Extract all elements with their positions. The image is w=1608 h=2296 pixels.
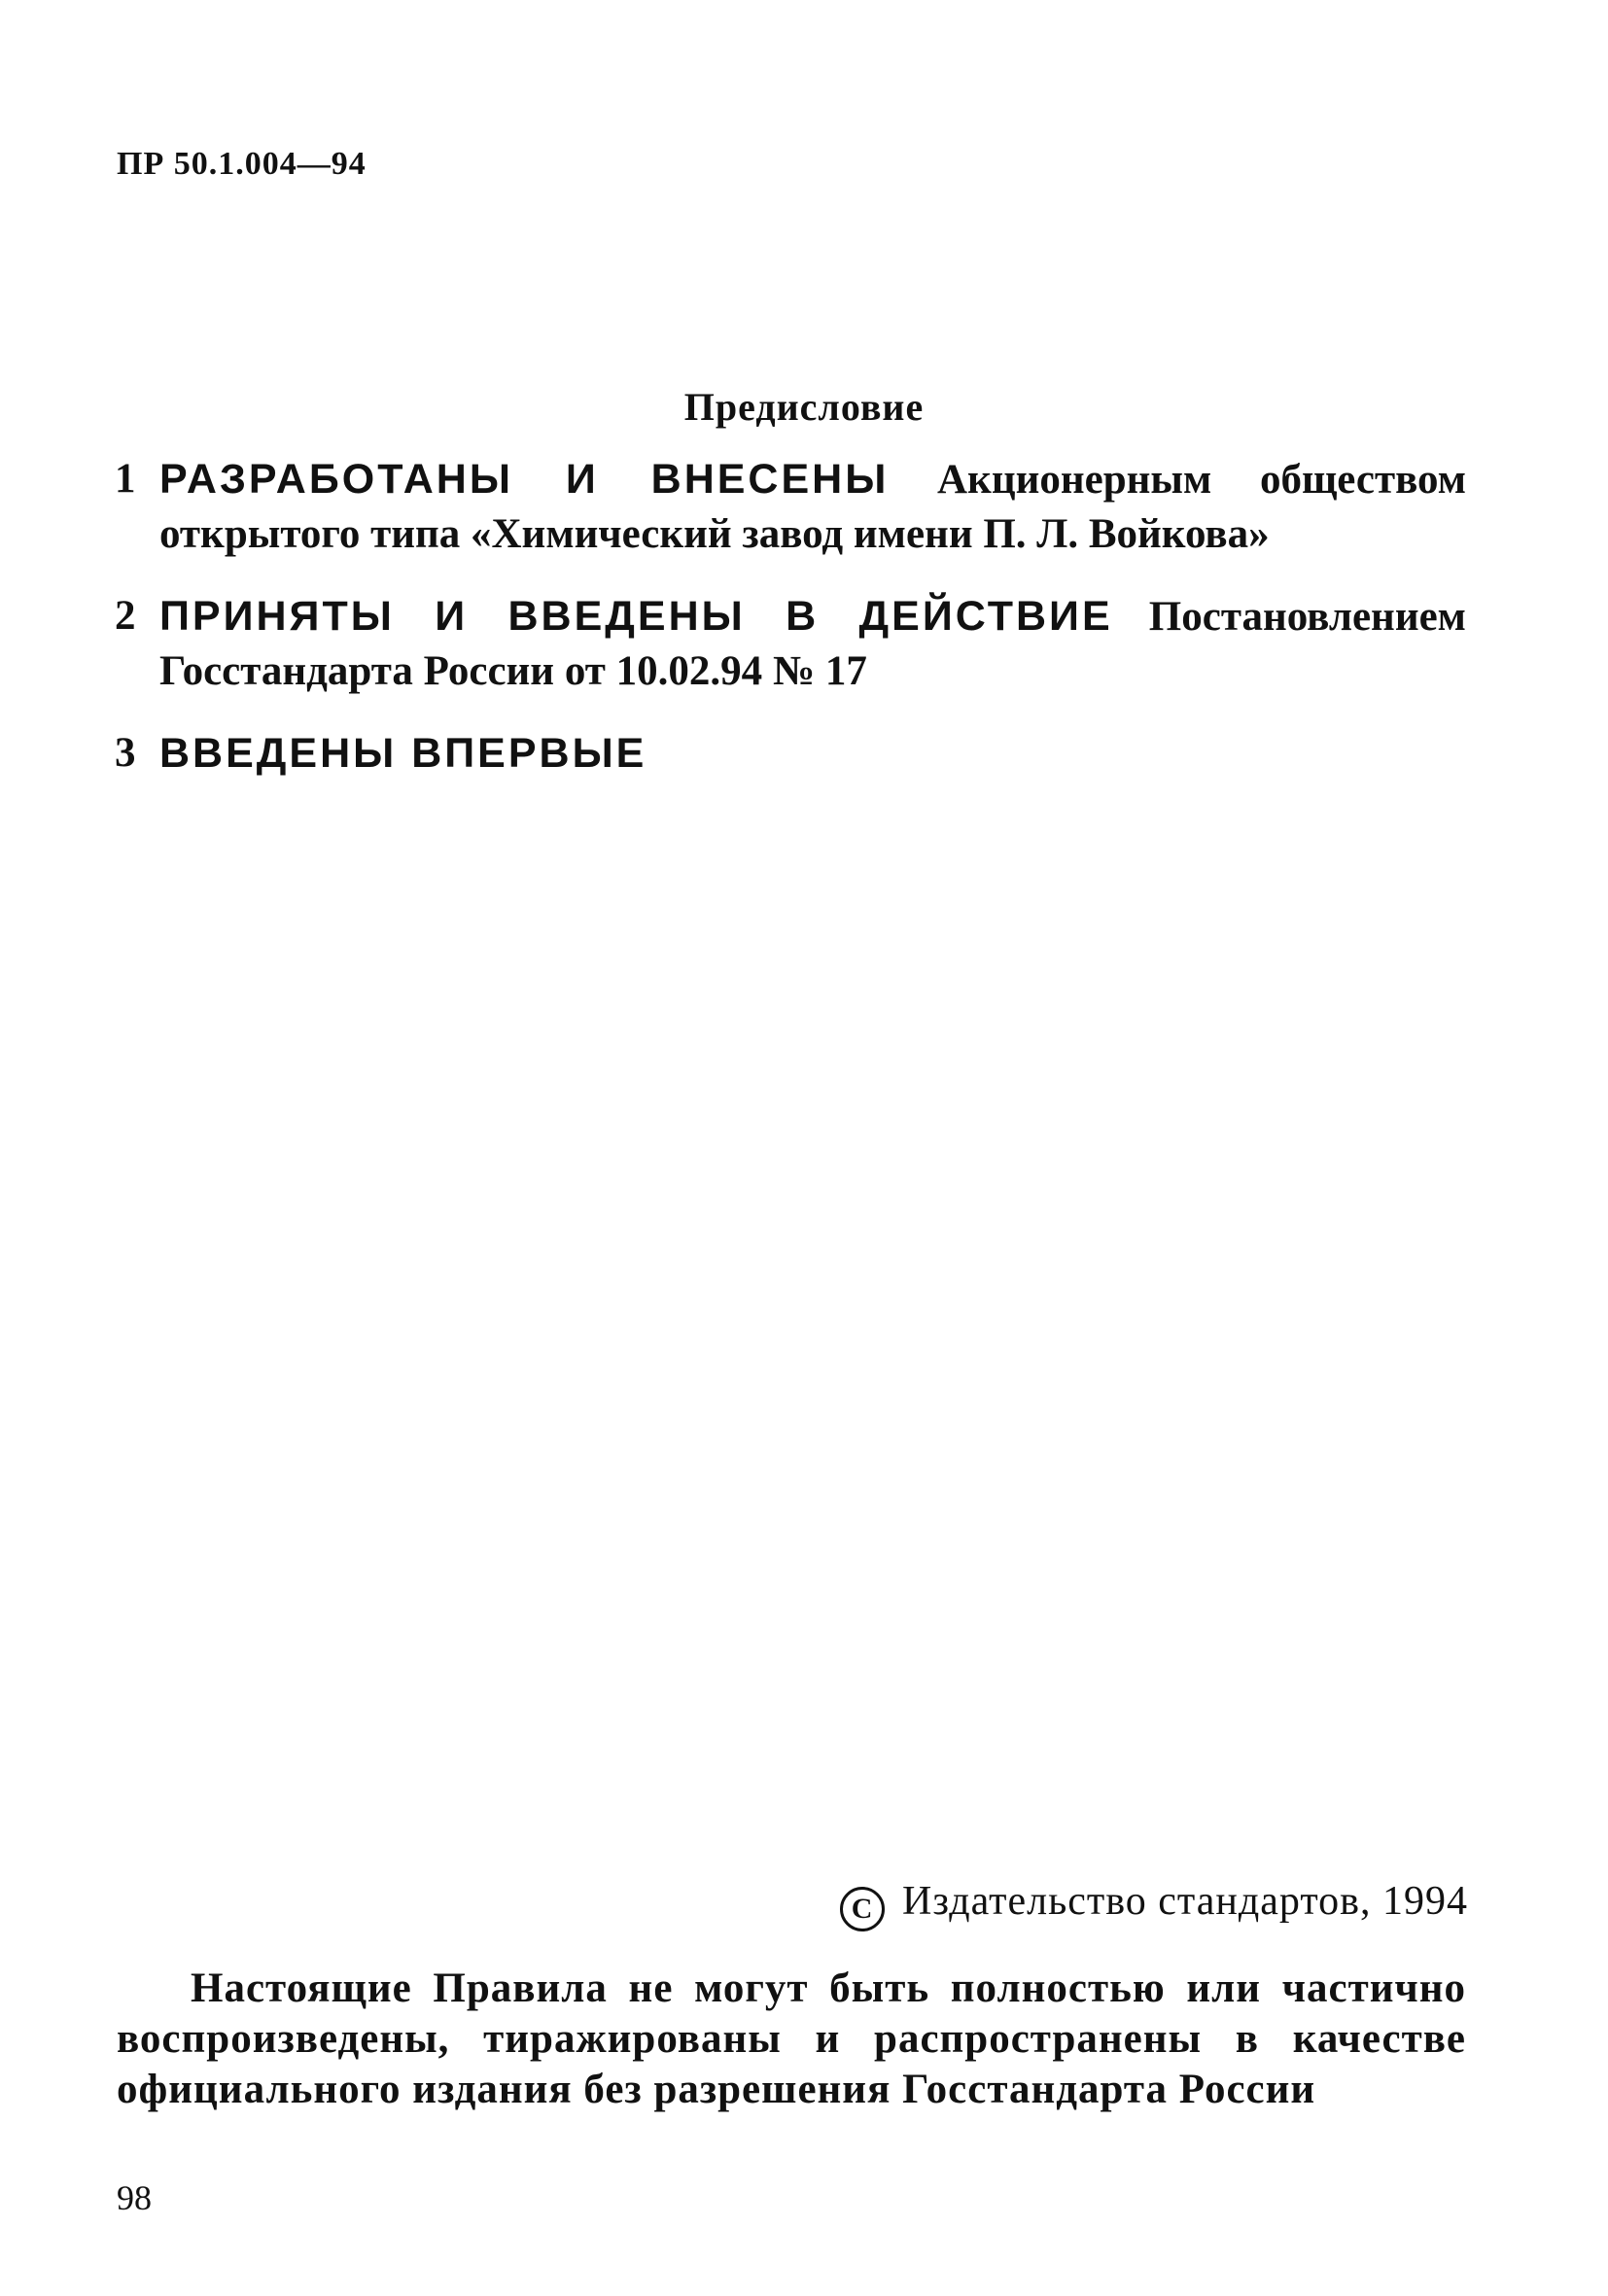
copyright-text: Издательство стандартов, 1994 — [902, 1879, 1468, 1924]
reproduction-notice: Настоящие Правила не могут быть полностью или частично воспроизведены, тиражированы и распространены в качестве официального издания без разрешения Госстандарта России — [117, 1966, 1466, 2112]
foreword-items — [115, 452, 1466, 809]
item-number: 1 — [115, 456, 136, 502]
item-body-text: Постановлением Госстандарта России от 10.02.94 № 17 — [159, 594, 1466, 694]
copyright-icon: C — [840, 1887, 885, 1931]
item-lead-text: РАЗРАБОТАНЫ И ВНЕСЕНЫ — [159, 456, 890, 503]
item-number: 2 — [115, 593, 136, 639]
item-lead-text: ВВЕДЕНЫ ВПЕРВЫЕ — [159, 730, 647, 777]
copyright-line — [840, 1878, 1468, 1931]
foreword-item-1 — [115, 452, 1466, 562]
doc-code-header: ПР 50.1.004—94 — [117, 146, 367, 182]
foreword-item-2 — [115, 589, 1466, 699]
item-lead-text: ПРИНЯТЫ И ВВЕДЕНЫ В ДЕЙСТВИЕ — [159, 593, 1113, 640]
page-number: 98 — [117, 2178, 152, 2217]
foreword-item-3 — [115, 726, 1466, 782]
item-number: 3 — [115, 730, 136, 776]
section-title: Предисловие — [683, 385, 925, 429]
item-body-text: Акционерным обществом открытого типа «Химический завод имени П. Л. Войкова» — [159, 457, 1466, 557]
